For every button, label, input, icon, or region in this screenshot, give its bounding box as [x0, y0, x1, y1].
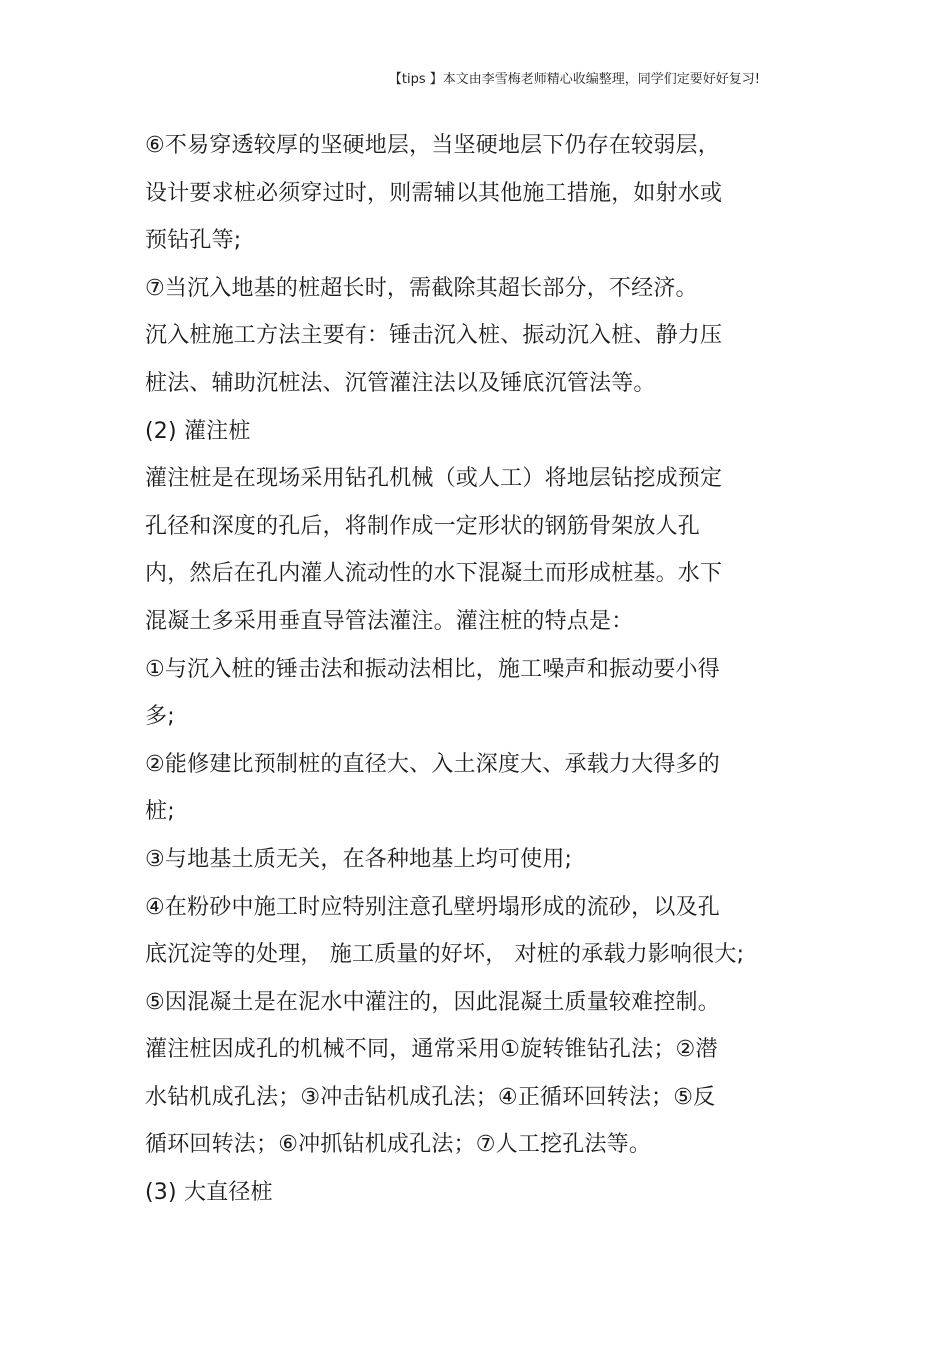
- text-line: 沉入桩施工方法主要有：锤击沉入桩、振动沉入桩、静力压: [145, 323, 723, 349]
- text-line: 多;: [145, 704, 175, 730]
- text-line: ⑦当沉入地基的桩超长时，需截除其超长部分，不经济。: [145, 275, 698, 301]
- text-line: ④在粉砂中施工时应特别注意孔壁坍塌形成的流砂，以及孔: [145, 894, 720, 920]
- text-line: 灌注桩因成孔的机械不同，通常采用①旋转锥钻孔法；②潜: [145, 1037, 718, 1063]
- text-line: 孔径和深度的孔后，将制作成一定形状的钢筋骨架放人孔: [145, 513, 701, 539]
- text-line: 桩;: [145, 799, 175, 825]
- text-line: 灌注桩是在现场采用钻孔机械（或人工）将地层钻挖成预定: [145, 466, 723, 492]
- header-tip: 【tips 】本文由李雪梅老师精心收编整理，同学们定要好好复习!: [388, 72, 760, 87]
- text-line: 设计要求桩必须穿过时，则需辅以其他施工措施，如射水或: [145, 180, 723, 206]
- section-heading: (3) 大直径桩: [145, 1180, 273, 1206]
- text-line: 内，然后在孔内灌人流动性的水下混凝土而形成桩基。水下: [145, 561, 723, 587]
- text-line: 桩法、辅助沉桩法、沉管灌注法以及锤底沉管法等。: [145, 370, 656, 396]
- text-line: 混凝土多采用垂直导管法灌注。灌注桩的特点是：: [145, 608, 634, 634]
- section-heading: (2) 灌注桩: [145, 418, 251, 444]
- text-line: 底沉淀等的处理， 施工质量的好坏， 对桩的承载力影响很大;: [145, 942, 745, 968]
- body-text: [145, 127, 825, 1222]
- text-line: ②能修建比预制桩的直径大、入土深度大、承载力大得多的: [145, 751, 720, 777]
- text-line: 循环回转法；⑥冲抓钻机成孔法；⑦人工挖孔法等。: [145, 1132, 652, 1158]
- text-line: ⑤因混凝土是在泥水中灌注的，因此混凝土质量较难控制。: [145, 989, 720, 1015]
- text-line: ①与沉入桩的锤击法和振动法相比，施工噪声和振动要小得: [145, 656, 720, 682]
- text-line: 水钻机成孔法；③冲击钻机成孔法；④正循环回转法；⑤反: [145, 1084, 716, 1110]
- text-line: ③与地基土质无关，在各种地基上均可使用;: [145, 846, 573, 872]
- text-line: 预钻孔等;: [145, 228, 242, 254]
- text-line: ⑥不易穿透较厚的坚硬地层，当坚硬地层下仍存在较弱层，: [145, 133, 720, 158]
